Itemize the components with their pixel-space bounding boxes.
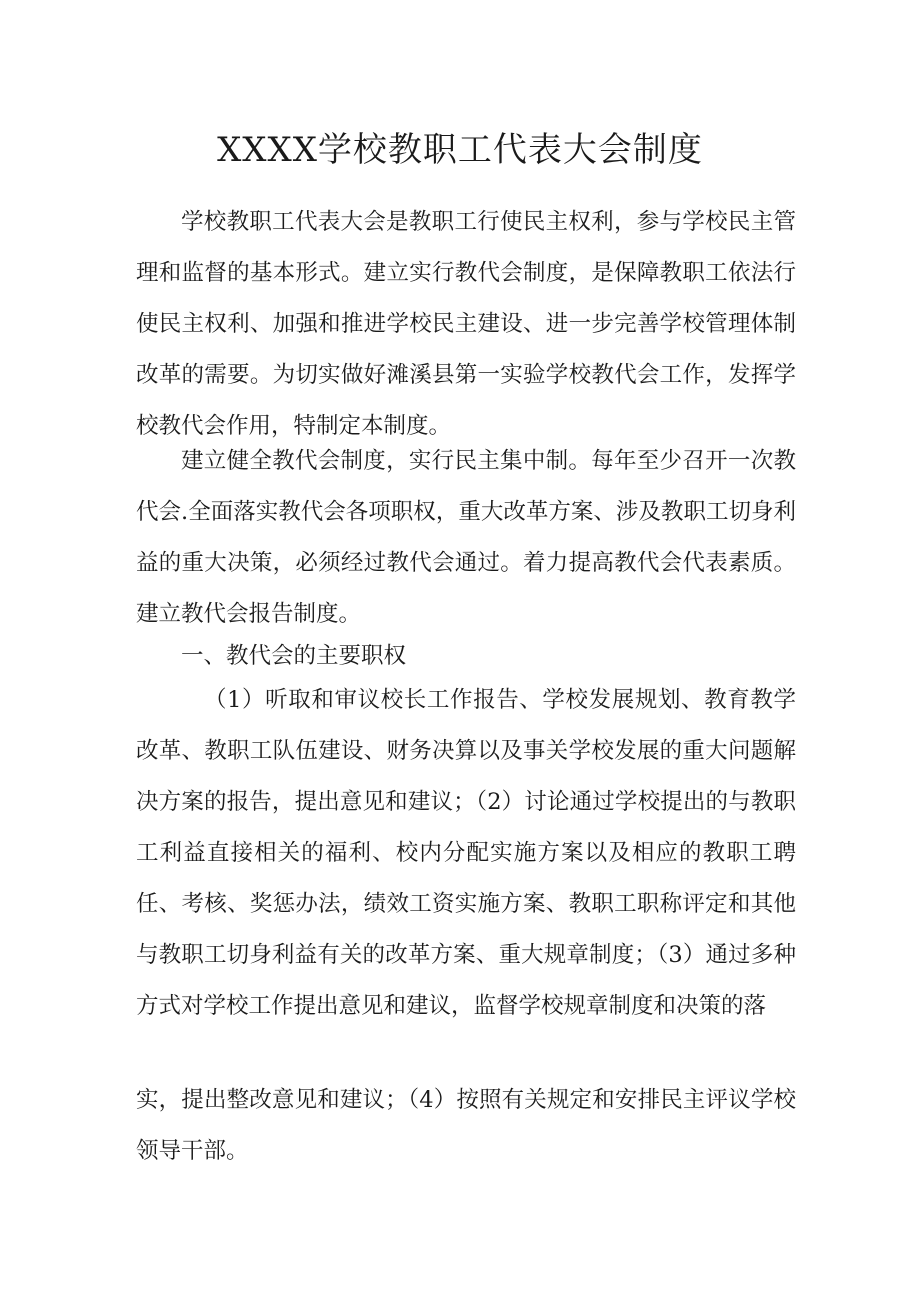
paragraph-intro: 学校教职工代表大会是教职工行使民主权利，参与学校民主管理和监督的基本形式。建立实行教代会制度，是保障教职工依法行使民主权利、加强和推进学校民主建设、进一步完善学校管理体制改革的需要。为切实做好滩溪县第一实验学校教代会工作，发挥学校教代会作用，特制定本制度。	[136, 209, 796, 439]
paragraph-system: 建立健全教代会制度，实行民主集中制。每年至少召开一次教代会.全面落实教代会各项职权，重大改革方案、涉及教职工切身利益的重大决策，必须经过教代会通过。着力提高教代会代表素质。建立教代会报告制度。	[136, 448, 796, 627]
document-title: XXXX学校教职工代表大会制度	[217, 130, 703, 170]
paragraph-powers-list: （1）听取和审议校长工作报告、学校发展规划、教育教学改革、教职工队伍建设、财务决算以及事关学校发展的重大问题解决方案的报告，提出意见和建议；（2）讨论通过学校提出的与教职工利益直接相关的福利、校内分配实施方案以及相应的教职工聘任、考核、奖惩办法，绩效工资实施方案、教职工职称评定和其他与教职工切身利益有关的改革方案、重大规章制度；（3）通过多种方式对学校工作提出意见和建议，监督学校规章制度和决策的落	[136, 687, 796, 1019]
section-heading-powers: 一、教代会的主要职权	[181, 643, 407, 669]
paragraph-powers-continued: 实，提出整改意见和建议；（4）按照有关规定和安排民主评议学校领导干部。	[136, 1087, 796, 1164]
